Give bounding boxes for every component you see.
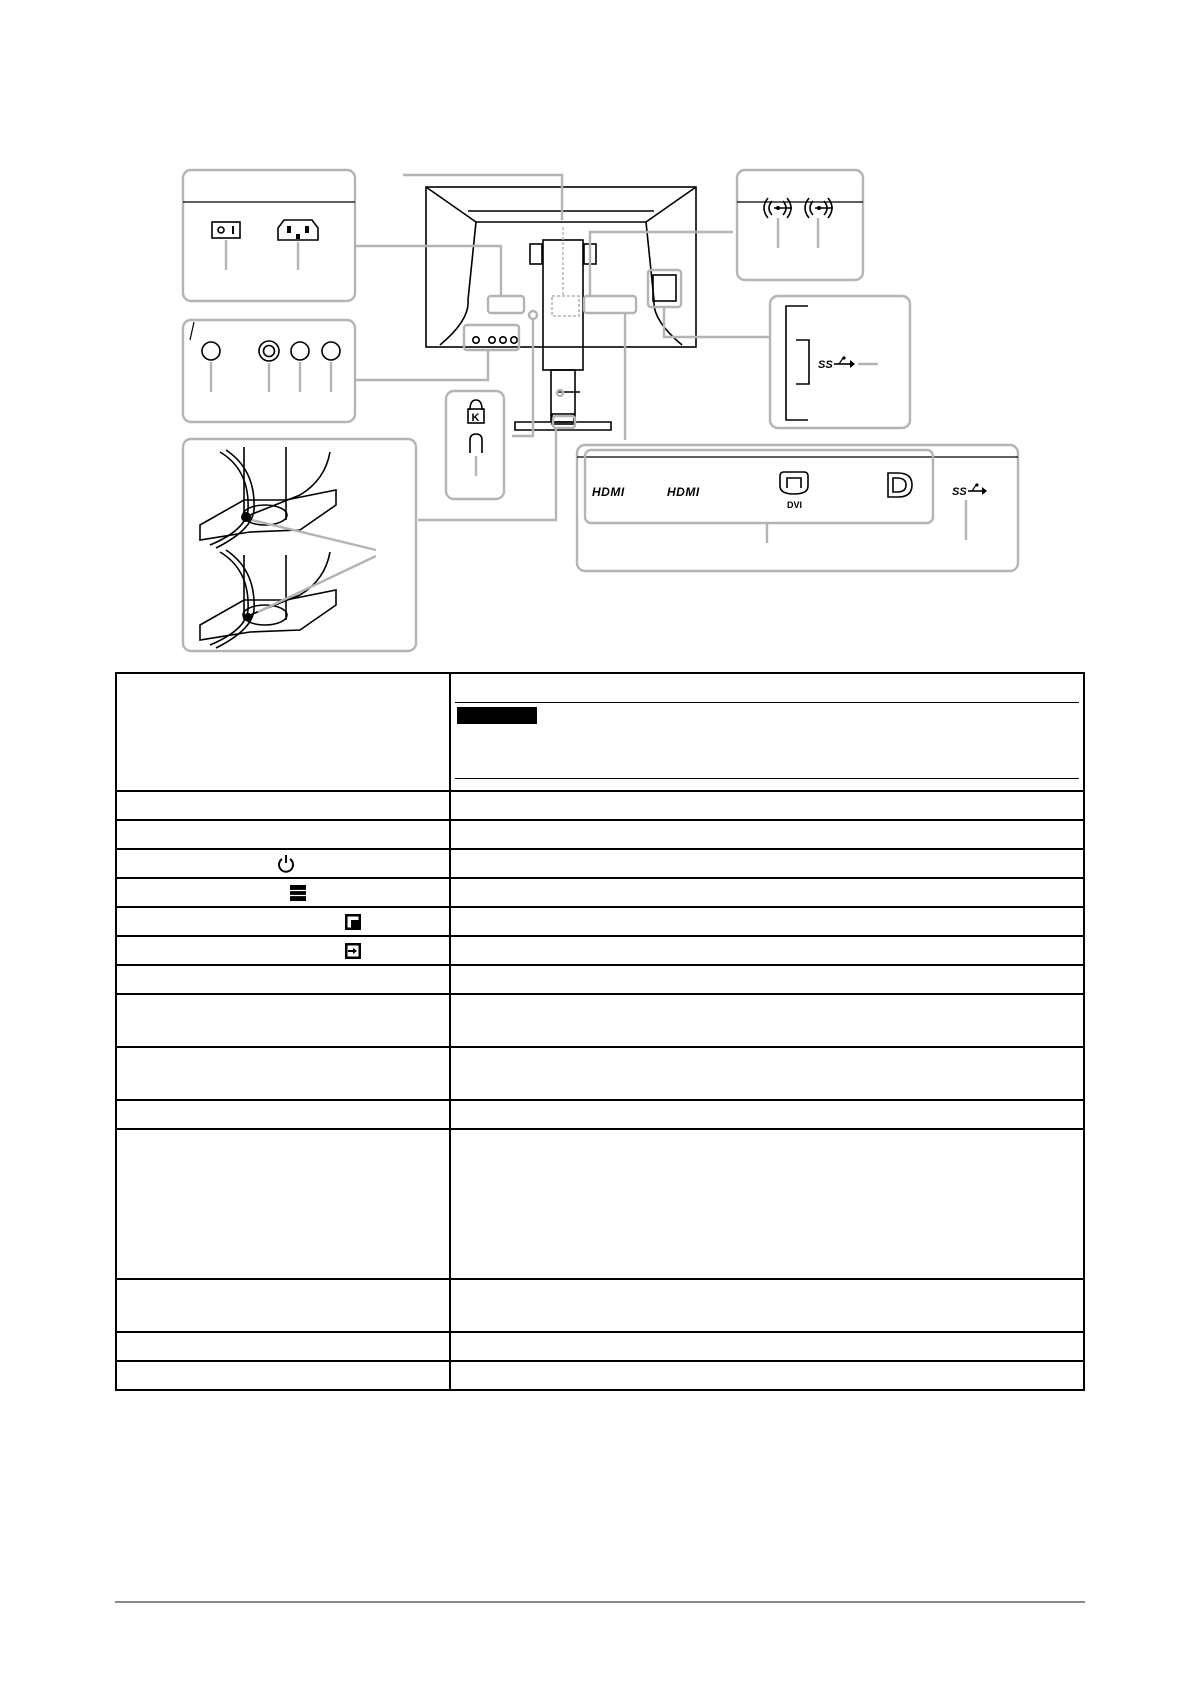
table-cell [116,907,450,936]
table-cell [450,849,1084,878]
table-cell [450,965,1084,994]
table-cell [450,1100,1084,1129]
parts-description-table [115,672,1085,1391]
table-cell [450,673,1084,791]
table-cell [116,849,450,878]
table-cell [116,791,450,820]
svg-text:K: K [471,412,480,424]
divider [455,702,1079,703]
svg-text:SS: SS [818,359,833,371]
table-cell [116,936,450,965]
table-cell [116,878,450,907]
table-cell [116,1047,450,1100]
table-row [116,1279,1084,1332]
picture-in-picture-icon [344,913,362,931]
table-cell [116,1100,450,1129]
table-cell [450,1129,1084,1279]
table-row [116,1047,1084,1100]
table-cell [450,791,1084,820]
hdmi-icon [667,485,700,499]
table-cell [450,907,1084,936]
table-row [116,673,1084,791]
table-cell [450,994,1084,1047]
table-row [116,791,1084,820]
table-cell [116,1332,450,1361]
table-row [116,907,1084,936]
table-row [116,849,1084,878]
buttons-panel [183,320,355,422]
hdmi-icon [592,485,625,499]
monitor-rear-diagram [0,0,1191,660]
attention-label [457,707,537,724]
table-cell [116,994,450,1047]
table-cell [116,820,450,849]
table-cell [450,1047,1084,1100]
table-cell [116,1361,450,1390]
table-cell [116,1279,450,1332]
table-cell [450,1279,1084,1332]
table-row [116,820,1084,849]
table-cell [116,965,450,994]
table-row [116,965,1084,994]
footer-divider [115,1601,1085,1603]
input-ports-panel [577,445,1018,571]
divider [455,778,1079,779]
power-icon [277,854,295,874]
power-panel [183,170,355,301]
table-row [116,1361,1084,1390]
svg-text:SS: SS [952,486,967,498]
input-switch-icon [344,942,362,960]
table-cell [450,936,1084,965]
table-cell [116,673,450,791]
table-cell [450,1332,1084,1361]
table-row [116,994,1084,1047]
usb-side-panel [770,296,910,428]
table-cell [450,1361,1084,1390]
dvi-port-label: DVI [787,500,803,510]
table-cell [116,1129,450,1279]
hdmi-port-label-2: HDMI [667,485,700,499]
table-row [116,878,1084,907]
cable-holder-panel [183,439,416,651]
speaker-panel [737,170,863,280]
table-row [116,1332,1084,1361]
table-row [116,1129,1084,1279]
table-cell [450,878,1084,907]
hdmi-port-label-1: HDMI [592,485,625,499]
table-row [116,936,1084,965]
menu-icon [289,884,307,902]
table-cell [450,820,1084,849]
security-lock-panel [446,391,504,499]
table-row [116,1100,1084,1129]
